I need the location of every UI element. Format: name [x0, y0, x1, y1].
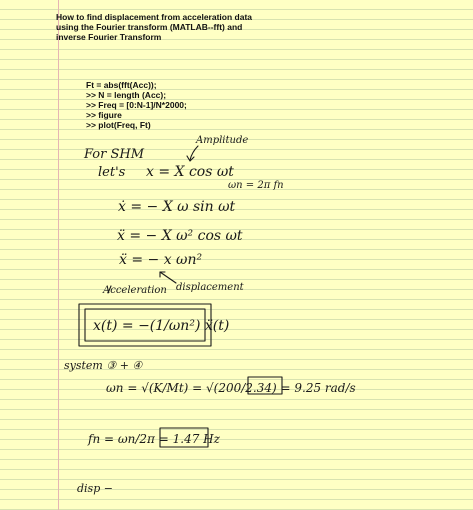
acceleration-label: Acceleration	[103, 285, 167, 296]
lets-text: let's	[98, 165, 126, 180]
displacement-label: displacement	[176, 282, 244, 293]
title-line: using the Fourier transform (MATLAB--fft) and	[56, 22, 243, 32]
code-line: >> plot(Freq, Ft)	[86, 120, 151, 130]
equation-omega-n: ωn = √(K/Mt) = √(200/2.34) = 9.25 rad/s	[106, 381, 356, 395]
code-line: Ft = abs(fft(Acc));	[86, 80, 157, 90]
equation-xddot: ẍ = − X ω² cos ωt	[117, 228, 243, 244]
code-line: >> N = length (Acc);	[86, 90, 167, 100]
equation-fn: fn = ωn/2π = 1.47 Hz	[88, 432, 220, 446]
equation-xddot-2: ẍ = − x ωn²	[119, 252, 203, 268]
amplitude-label: Amplitude	[196, 135, 249, 146]
title-line: inverse Fourier Transform	[56, 32, 162, 42]
displacement-arrow	[160, 272, 176, 283]
system-label: system ③ + ④	[64, 359, 143, 372]
code-line: >> Freq = [0:N-1]/N*2000;	[86, 100, 187, 110]
for-shm-text: For SHM	[84, 147, 145, 162]
equation-boxed: x(t) = −(1/ωn²) ẍ(t)	[93, 318, 230, 334]
equation-x: x = X cos ωt	[146, 164, 234, 180]
equation-omega: ωn = 2π fn	[228, 180, 284, 191]
code-line: >> figure	[86, 110, 122, 120]
title-line: How to find displacement from acceleration data	[56, 12, 253, 22]
equation-xdot: ẋ = − X ω sin ωt	[118, 199, 236, 215]
disp-text: disp −	[77, 482, 113, 495]
amplitude-arrow	[190, 146, 198, 160]
